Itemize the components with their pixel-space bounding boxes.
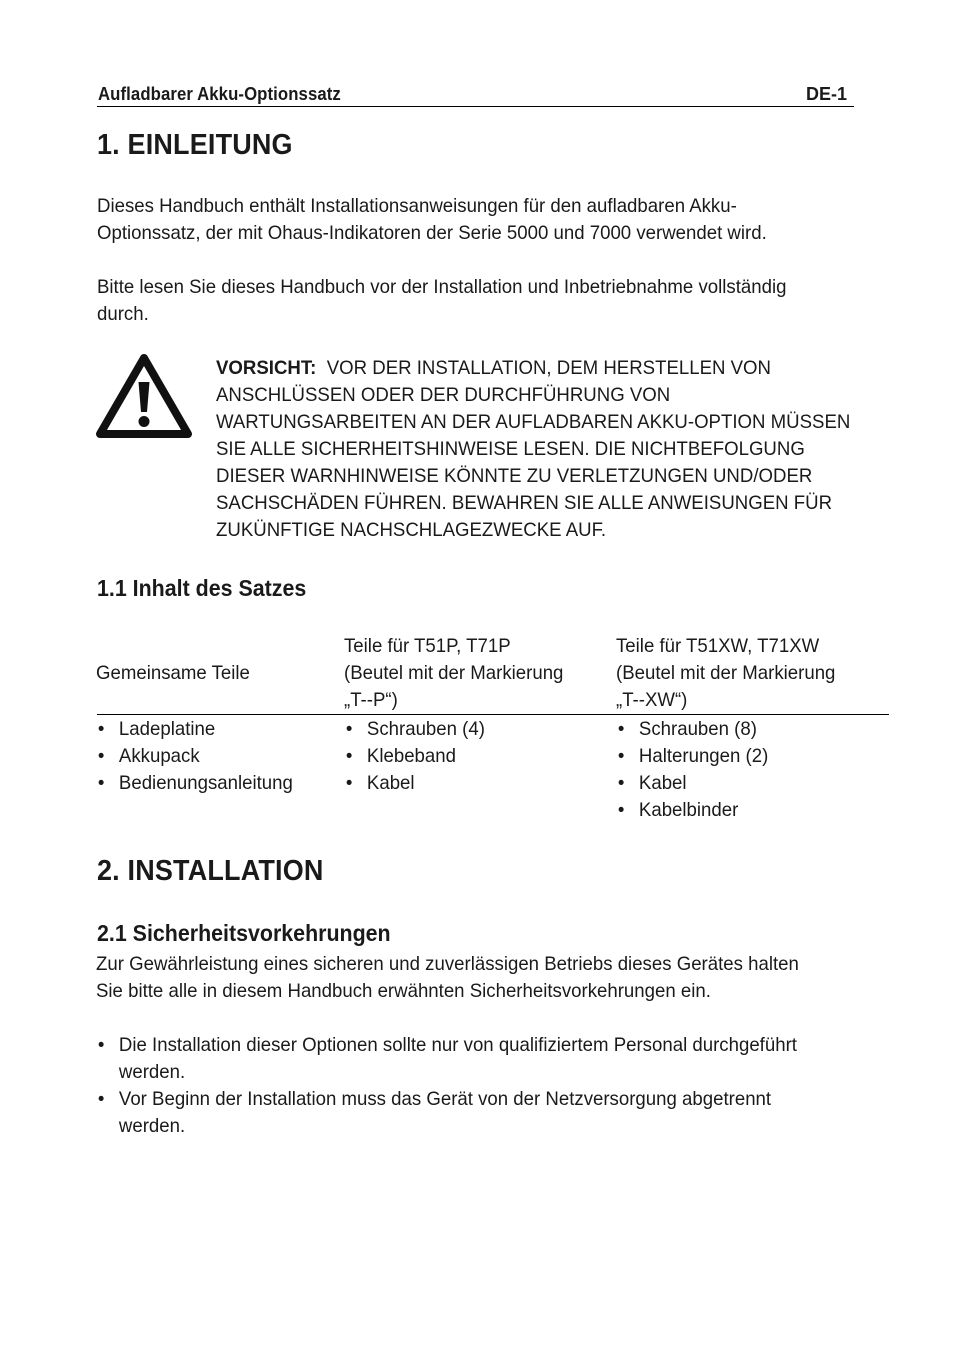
section-1-1-heading: 1.1 Inhalt des Satzes (97, 575, 307, 601)
text-line: Bitte lesen Sie dieses Handbuch vor der Installation und Inbetriebnahme vollständig (97, 276, 787, 298)
list-item: • Vor Beginn der Installation muss das Gerät von der Netzversorgung abgetrennt werden. (96, 1086, 797, 1140)
table-column-common (96, 716, 293, 797)
list-item: • Akkupack (96, 743, 293, 770)
table-column-t-p (344, 716, 485, 797)
table-header-t-p: Teile für T51P, T71P (Beutel mit der Markierung „T--P“) (344, 635, 564, 711)
text-line: durch. (97, 303, 149, 325)
list-item: • Kabelbinder (616, 797, 768, 824)
warning-triangle-icon (95, 352, 193, 440)
table-column-t-xw (616, 716, 768, 824)
list-item: • Bedienungsanleitung (96, 770, 293, 797)
table-header-common: Gemeinsame Teile (96, 662, 250, 684)
list-item: • Schrauben (4) (344, 716, 485, 743)
list-item: • Klebeband (344, 743, 485, 770)
caution-line: VORSICHT: VOR DER INSTALLATION, DEM HERSTELLEN VON (216, 357, 771, 379)
section-2-heading: 2. INSTALLATION (97, 855, 324, 887)
list-item: • Kabel (344, 770, 485, 797)
caution-line: WARTUNGSARBEITEN AN DER AUFLADBAREN AKKU-OPTION MÜSSEN (216, 411, 851, 433)
table-header-rule (97, 714, 889, 715)
page-number: DE-1 (806, 84, 848, 104)
text-line: Zur Gewährleistung eines sicheren und zuverlässigen Betriebs dieses Gerätes halten (96, 953, 799, 975)
intro-paragraph (97, 193, 767, 247)
safety-paragraph (96, 951, 799, 1005)
list-item: • Die Installation dieser Optionen sollte nur von qualifiziertem Personal durchgeführt werden. (96, 1032, 797, 1086)
text-line: Sie bitte alle in diesem Handbuch erwähnten Sicherheitsvorkehrungen ein. (96, 980, 711, 1002)
caution-line: ZUKÜNFTIGE NACHSCHLAGEZWECKE AUF. (216, 519, 607, 541)
caution-label: VORSICHT: (216, 357, 317, 379)
header-rule (97, 106, 854, 107)
text-line: Optionssatz, der mit Ohaus-Indikatoren der Serie 5000 und 7000 verwendet wird. (97, 222, 767, 244)
section-1-heading: 1. EINLEITUNG (97, 129, 293, 161)
text-line: Dieses Handbuch enthält Installationsanweisungen für den aufladbaren Akku- (97, 195, 737, 217)
caution-line: ANSCHLÜSSEN ODER DER DURCHFÜHRUNG VON (216, 384, 671, 406)
caution-line: SACHSCHÄDEN FÜHREN. BEWAHREN SIE ALLE ANWEISUNGEN FÜR (216, 492, 833, 514)
read-manual-paragraph (97, 274, 786, 328)
caution-line: SIE ALLE SICHERHEITSHINWEISE LESEN. DIE NICHTBEFOLGUNG (216, 438, 805, 460)
caution-line: DIESER WARNHINWEISE KÖNNTE ZU VERLETZUNGEN UND/ODER (216, 465, 813, 487)
list-item: • Kabel (616, 770, 768, 797)
running-header-title: Aufladbarer Akku-Optionssatz (98, 84, 341, 104)
list-item: • Ladeplatine (96, 716, 293, 743)
list-item: • Schrauben (8) (616, 716, 768, 743)
list-item: • Halterungen (2) (616, 743, 768, 770)
caution-text (216, 355, 850, 544)
section-2-1-heading: 2.1 Sicherheitsvorkehrungen (97, 920, 391, 946)
safety-bullet-list (96, 1032, 797, 1140)
table-header-t-xw: Teile für T51XW, T71XW (Beutel mit der Markierung „T--XW“) (616, 635, 836, 711)
